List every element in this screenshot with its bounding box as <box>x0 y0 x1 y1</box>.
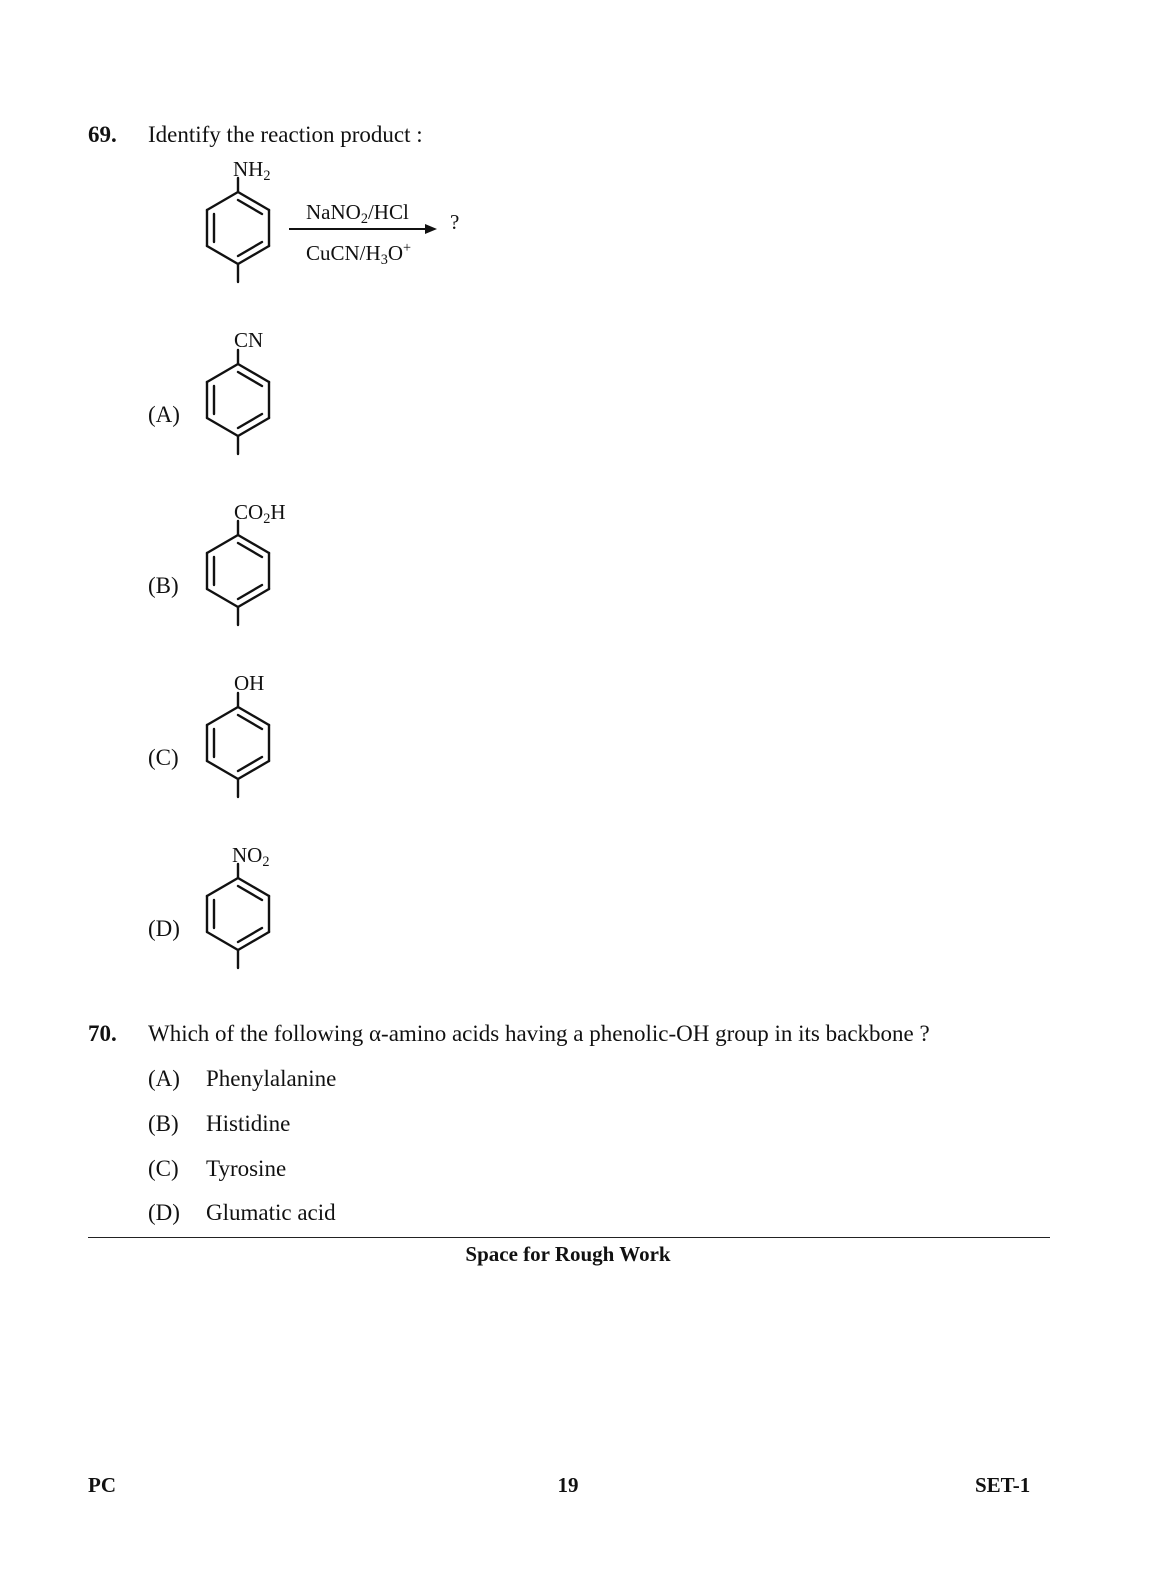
q70-option-c-label: (C) <box>148 1156 179 1181</box>
product-question-mark: ? <box>450 210 460 234</box>
q69-option-b-benzene-ring <box>198 521 278 627</box>
footer-subject-code: PC <box>88 1473 116 1497</box>
q70-option-d-text: Glumatic acid <box>206 1200 336 1225</box>
q69-option-d-group: $NO_2$ <box>232 843 270 870</box>
rough-work-heading: Space for Rough Work <box>465 1242 671 1266</box>
reagent-top: NaNO$_2$/HCl <box>306 200 409 227</box>
question-69-number: 69. <box>88 122 117 147</box>
q70-option-d-label: (D) <box>148 1200 180 1225</box>
q70-option-b-text: Histidine <box>206 1111 291 1136</box>
q70-option-b <box>148 1111 290 1137</box>
reactant-benzene-ring <box>198 178 278 284</box>
q69-option-c-group: OH <box>234 671 265 695</box>
q70-option-a <box>148 1066 336 1092</box>
q69-option-d-benzene-ring <box>198 864 278 970</box>
reaction-arrow <box>289 222 439 236</box>
footer-set-label: SET-1 <box>975 1473 1031 1497</box>
question-70-number: 70. <box>88 1021 117 1046</box>
question-69-text: Identify the reaction product : <box>148 122 423 147</box>
q70-option-d <box>148 1200 336 1226</box>
q70-option-c <box>148 1156 286 1182</box>
q70-option-a-text: Phenylalanine <box>206 1066 337 1091</box>
q69-option-b-label: (B) <box>148 573 179 598</box>
q70-option-c-text: Tyrosine <box>206 1156 287 1181</box>
q70-option-b-label: (B) <box>148 1111 179 1136</box>
q69-option-b-group: $CO_2H$ <box>234 500 286 527</box>
q69-option-a-benzene-ring <box>198 350 278 456</box>
q69-option-d-label: (D) <box>148 916 180 941</box>
q69-option-a-group: CN <box>234 328 264 352</box>
q69-option-c-benzene-ring <box>198 693 278 799</box>
reactant-group-label: $NH_2$ <box>233 157 271 184</box>
reagent-bottom: CuCN/$H_3O^+$ <box>306 240 412 268</box>
q69-option-c-label: (C) <box>148 745 179 770</box>
rough-work-divider <box>88 1237 1050 1238</box>
footer-page-number: 19 <box>557 1473 579 1497</box>
q70-option-a-label: (A) <box>148 1066 180 1091</box>
q69-option-a-label: (A) <box>148 402 180 427</box>
question-70-text: Which of the following α-amino acids having a phenolic-OH group in its backbone ? <box>148 1021 930 1046</box>
